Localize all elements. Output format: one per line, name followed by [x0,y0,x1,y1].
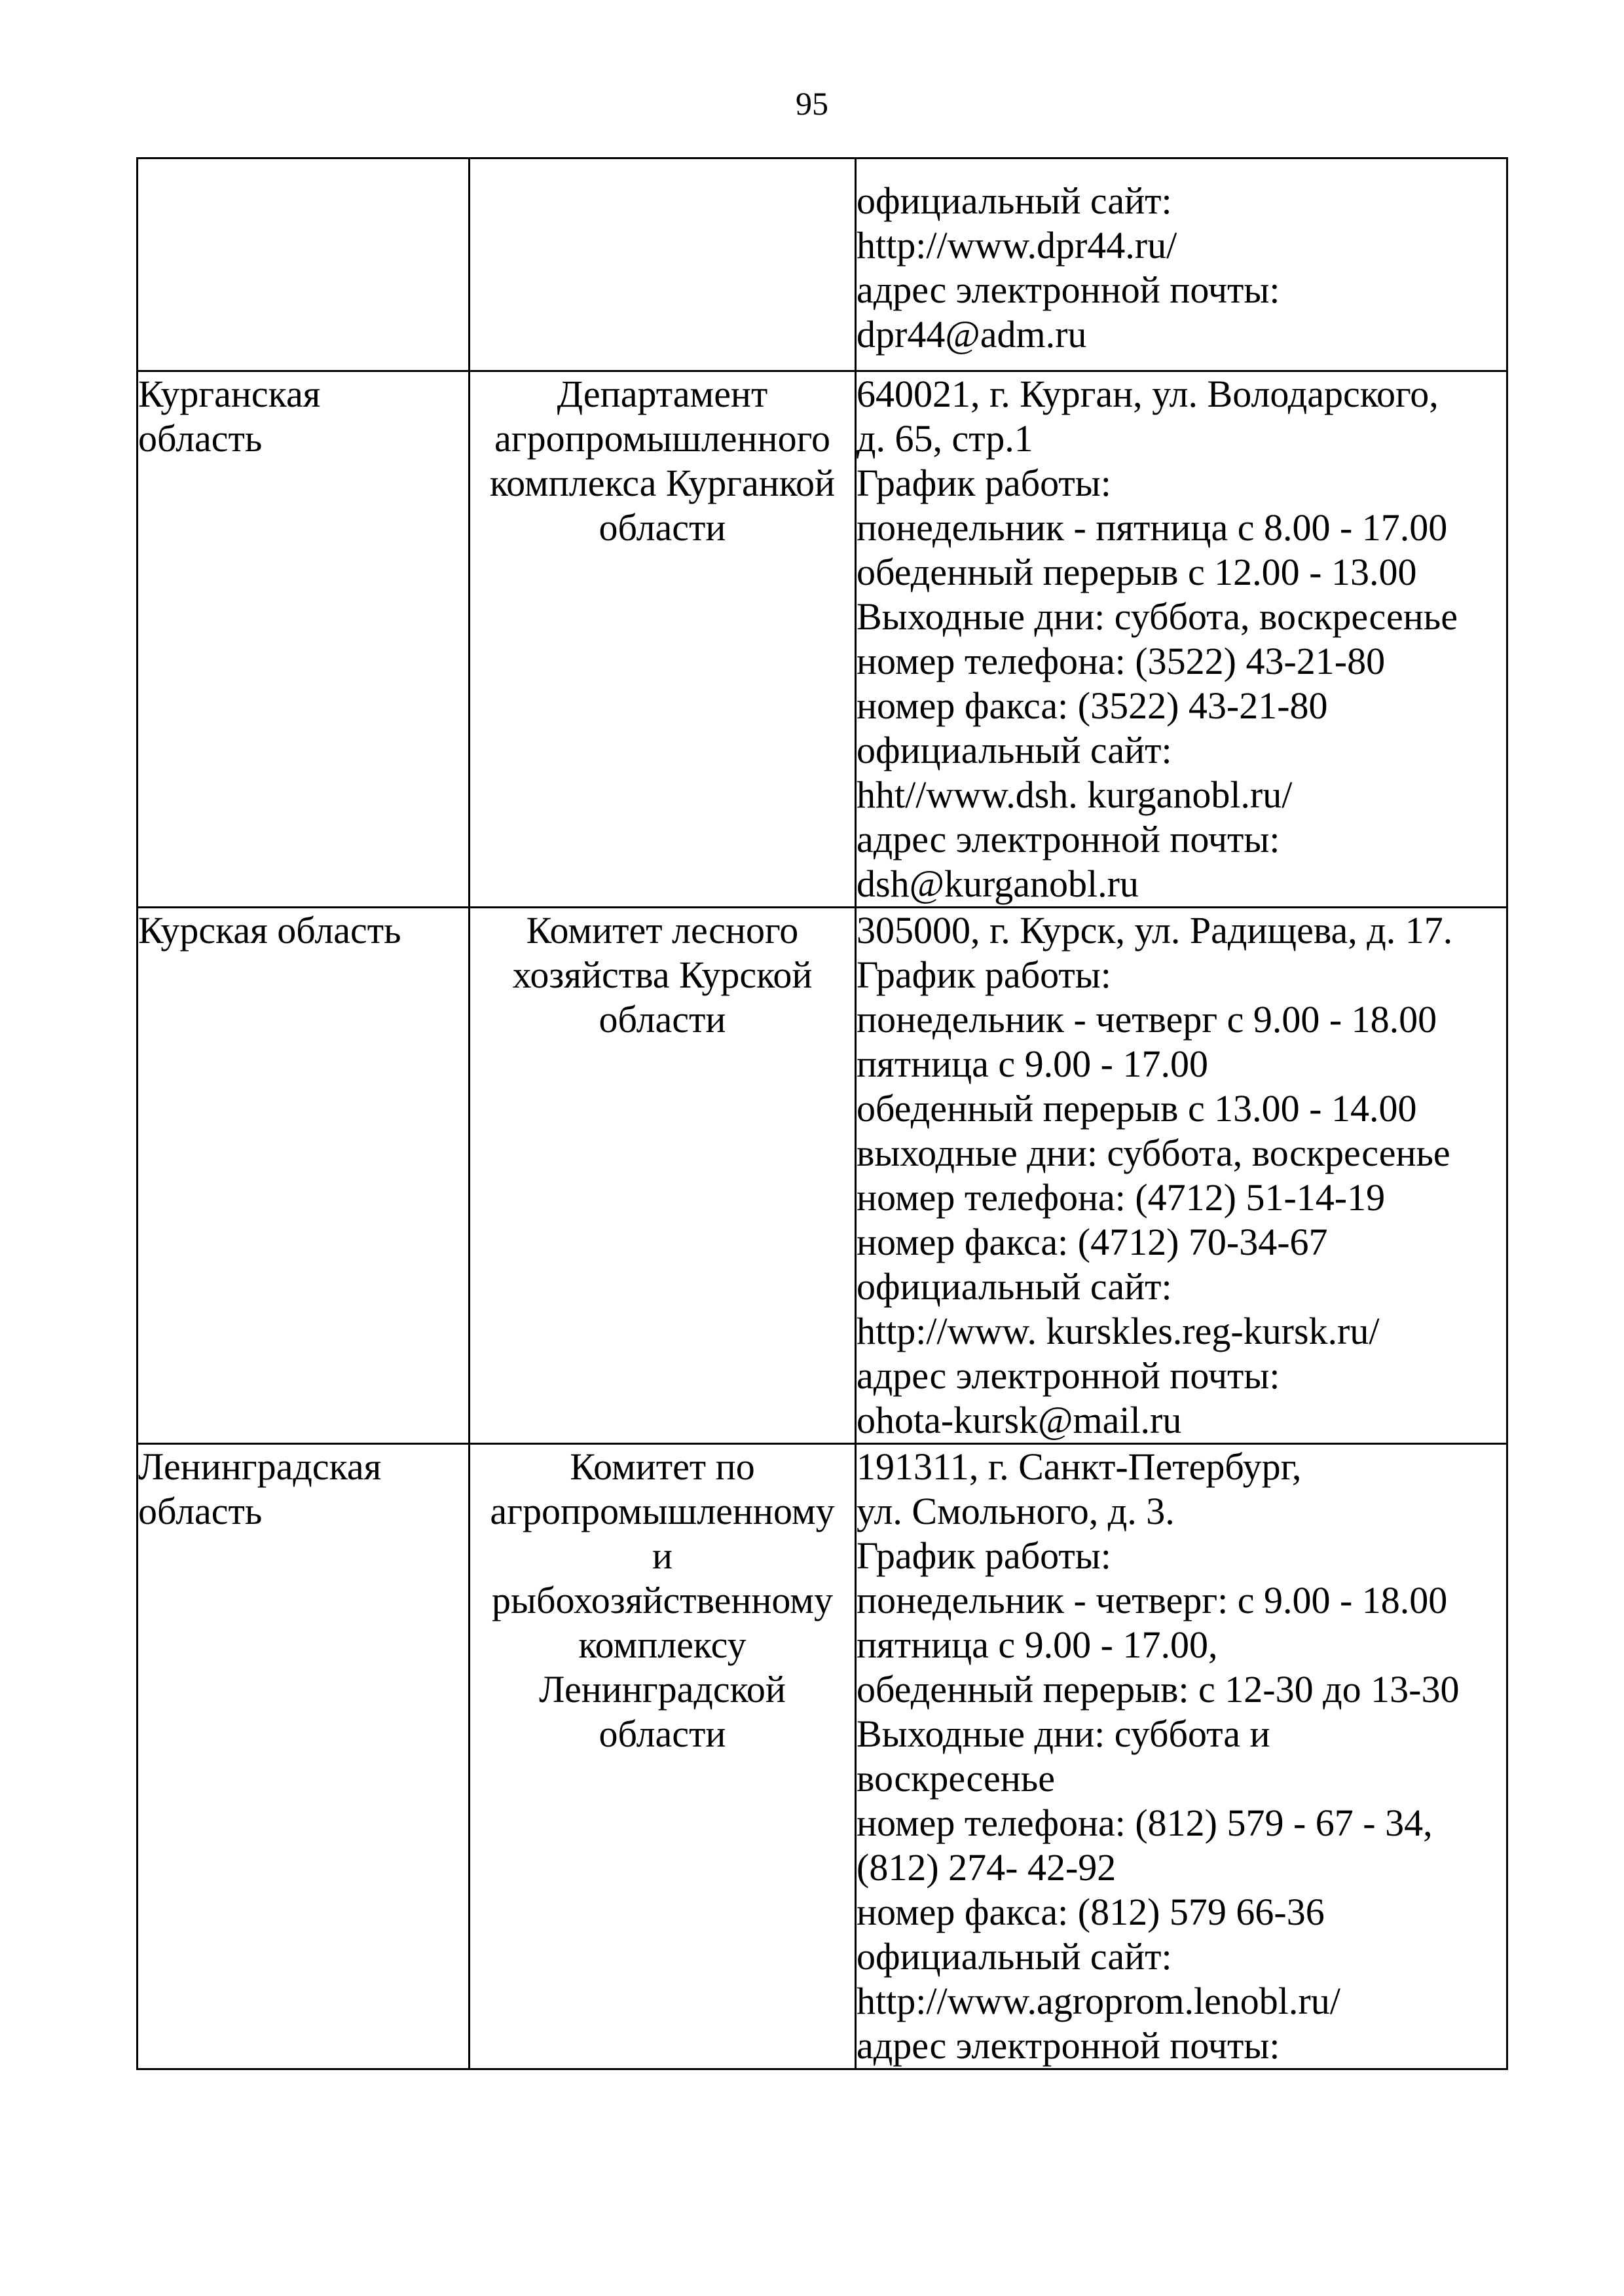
organization-line: Ленинградской [539,1668,786,1711]
contacts-table [136,157,1508,2070]
contact-line: обеденный перерыв с 12.00 - 13.00 [857,551,1417,593]
region-cell [138,1444,470,2069]
region-line: Ленинградская [138,1445,382,1488]
contact-line: ohota-kursk@mail.ru [857,1399,1182,1441]
organization-line: Департамент [557,373,768,415]
contact-line: обеденный перерыв: с 12-30 до 13-30 [857,1668,1460,1711]
contact-cell [856,908,1507,1444]
contact-line: (812) 274- 42-92 [857,1846,1116,1889]
contact-line: График работы: [857,462,1111,504]
contact-line: понедельник - четверг: с 9.00 - 18.00 [857,1579,1448,1621]
contact-line: hht//www.dsh. kurganobl.ru/ [857,773,1293,816]
contact-line: обеденный перерыв с 13.00 - 14.00 [857,1087,1417,1130]
organization-line: комплекса Курганкой [489,462,836,504]
contact-line: официальный сайт: [857,179,1172,222]
contact-line: официальный сайт: [857,1265,1172,1308]
region-line: область [138,417,263,460]
page-number: 95 [796,85,828,122]
contact-line: График работы: [857,954,1111,996]
organization-cell [470,158,856,371]
contact-line: д. 65, стр.1 [857,417,1033,460]
contact-cell [856,371,1507,908]
contact-line: Выходные дни: суббота, воскресенье [857,595,1458,638]
organization-line: и [652,1534,673,1577]
contact-line: понедельник - четверг с 9.00 - 18.00 [857,998,1437,1041]
contact-line: 191311, г. Санкт-Петербург, [857,1445,1302,1488]
region-line: Курганская [138,373,321,415]
contact-line: dsh@kurganobl.ru [857,862,1139,905]
contact-line: пятница с 9.00 - 17.00, [857,1623,1218,1666]
organization-line: области [599,998,726,1041]
organization-line: агропромышленному [490,1490,835,1532]
organization-line: комплексу [578,1623,747,1666]
contact-line: выходные дни: суббота, воскресенье [857,1132,1450,1174]
contact-line: адрес электронной почты: [857,818,1280,861]
contact-line: 305000, г. Курск, ул. Радищева, д. 17. [857,909,1453,952]
contact-line: пятница с 9.00 - 17.00 [857,1043,1208,1085]
organization-line: области [599,1713,726,1755]
organization-line: агропромышленного [494,417,830,460]
table-row [138,1444,1507,2069]
organization-cell [470,371,856,908]
organization-line: Комитет лесного [526,909,799,952]
contact-line: адрес электронной почты: [857,268,1280,311]
contact-line: dpr44@adm.ru [857,313,1087,356]
contact-line: адрес электронной почты: [857,2024,1280,2067]
contact-line: 640021, г. Курган, ул. Володарского, [857,373,1439,415]
region-line: область [138,1490,263,1532]
region-cell [138,158,470,371]
contact-line: http://www.agroprom.lenobl.ru/ [857,1980,1340,2022]
table-row [138,908,1507,1444]
contact-line: номер телефона: (812) 579 - 67 - 34, [857,1802,1433,1844]
organization-line: области [599,506,726,549]
contact-line: ул. Смольного, д. 3. [857,1490,1175,1532]
contact-line: http://www.dpr44.ru/ [857,224,1177,267]
contact-line: официальный сайт: [857,729,1172,771]
region-cell [138,371,470,908]
table-row [138,371,1507,908]
organization-line: рыбохозяйственному [491,1579,833,1621]
contact-line: понедельник - пятница с 8.00 - 17.00 [857,506,1448,549]
contact-cell [856,1444,1507,2069]
contact-line: Выходные дни: суббота и [857,1713,1270,1755]
contact-line: График работы: [857,1534,1111,1577]
contacts-table-body [138,158,1507,2069]
contact-line: номер телефона: (3522) 43-21-80 [857,640,1386,682]
organization-line: Комитет по [570,1445,755,1488]
contact-line: номер факса: (812) 579 66-36 [857,1891,1325,1933]
contact-cell [856,158,1507,371]
contact-line: официальный сайт: [857,1935,1172,1978]
region-cell [138,908,470,1444]
contact-line: воскресенье [857,1757,1055,1800]
organization-cell [470,908,856,1444]
contact-line: адрес электронной почты: [857,1354,1280,1397]
organization-cell [470,1444,856,2069]
contact-line: номер факса: (4712) 70-34-67 [857,1221,1328,1263]
organization-line: хозяйства Курской [512,954,813,996]
table-row [138,158,1507,371]
contact-line: номер телефона: (4712) 51-14-19 [857,1176,1386,1219]
region-line: Курская область [138,909,401,952]
contact-line: http://www. kurskles.reg-kursk.ru/ [857,1310,1380,1352]
contact-line: номер факса: (3522) 43-21-80 [857,684,1328,727]
